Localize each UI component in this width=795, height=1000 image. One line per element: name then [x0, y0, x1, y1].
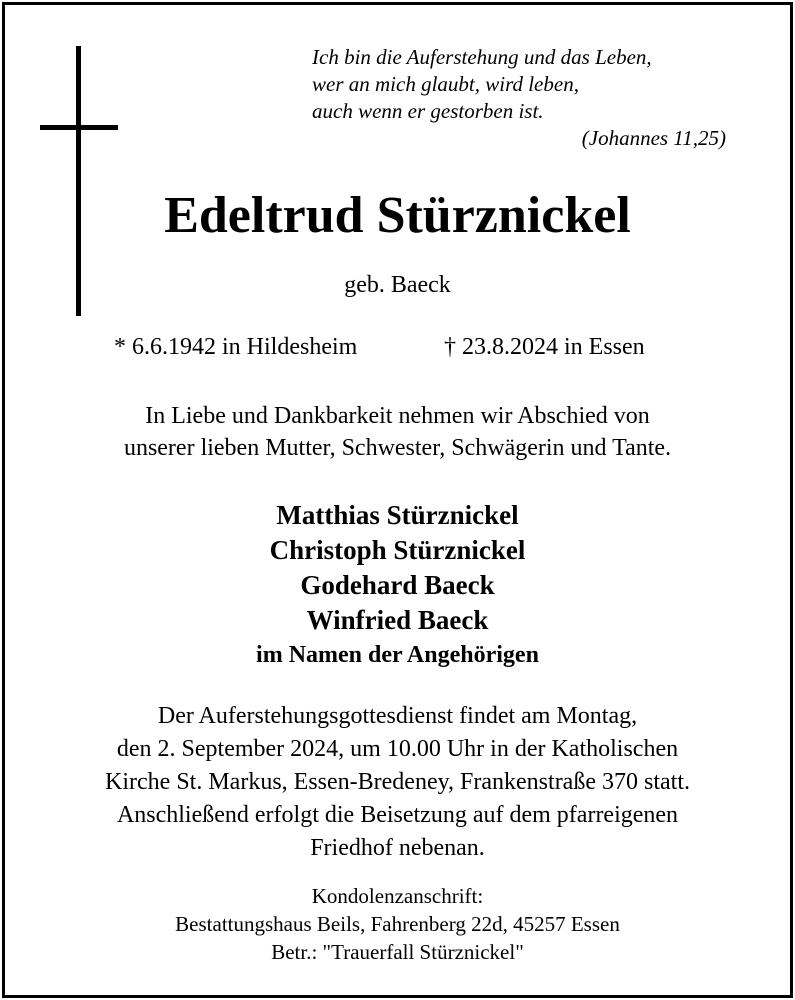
condolence-reference: Betr.: "Trauerfall Stürznickel": [271, 940, 524, 964]
service-line: Kirche St. Markus, Essen-Bredeney, Frankenstraße 370 statt.: [105, 769, 690, 795]
condolence-address-line: Bestattungshaus Beils, Fahrenberg 22d, 45257 Essen: [175, 912, 620, 936]
service-line: Anschließend erfolgt die Beisetzung auf dem pfarreigenen: [116, 802, 679, 828]
on-behalf-line: im Namen der Angehörigen: [256, 642, 539, 668]
farewell-line: unserer lieben Mutter, Schwester, Schwägerin und Tante.: [123, 435, 672, 461]
mourner-name: Godehard Baeck: [300, 570, 495, 600]
mourner-name: Matthias Stürznickel: [276, 500, 519, 530]
verse-line: wer an mich glaubt, wird leben,: [312, 72, 579, 96]
service-line: Der Auferstehungsgottesdienst findet am Montag,: [157, 703, 638, 729]
verse-line: Ich bin die Auferstehung und das Leben,: [312, 45, 652, 69]
service-line: den 2. September 2024, um 10.00 Uhr in der Katholischen: [116, 736, 679, 762]
farewell-text: [0, 400, 795, 464]
verse-line: auch wenn er gestorben ist.: [312, 99, 544, 123]
deceased-name: Edeltrud Stürznickel: [164, 187, 631, 244]
farewell-line: In Liebe und Dankbarkeit nehmen wir Abschied von: [145, 403, 650, 429]
condolence-heading: Kondolenzanschrift:: [311, 884, 484, 908]
mourner-name: Christoph Stürznickel: [269, 535, 526, 565]
birth-date: * 6.6.1942 in Hildesheim: [114, 334, 358, 360]
bible-verse: [312, 44, 732, 152]
death-date: † 23.8.2024 in Essen: [444, 334, 645, 360]
mourner-name: Winfried Baeck: [306, 605, 489, 635]
service-line: Friedhof nebenan.: [310, 835, 485, 861]
service-details: [0, 700, 795, 865]
birth-name: geb. Baeck: [344, 272, 451, 298]
mourners-list: [0, 498, 795, 673]
cross-icon-bar: [40, 125, 118, 130]
verse-reference: (Johannes 11,25): [581, 126, 726, 150]
condolence-address: [0, 882, 795, 966]
